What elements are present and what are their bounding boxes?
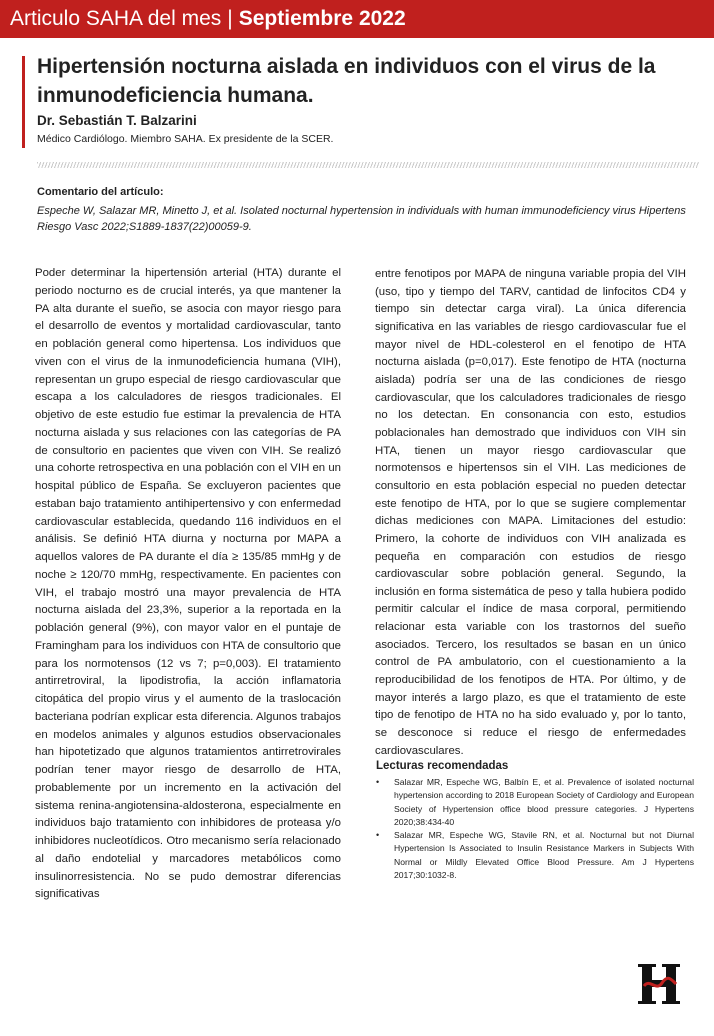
comment-label: Comentario del artículo: (37, 186, 164, 198)
header-banner (0, 0, 714, 38)
body-right-column: entre fenotipos por MAPA de ninguna variable propia del VIH (uso, tipo y tiempo del TARV, cantidad de linfocitos CD4 y tiempo sin detectar carga viral). La única diferencia significativa en las variables de riesgo cardiovascular fue el mayor nivel de HDL-colesterol en el fenotipo de HTA nocturna aislada (p=0,017). Este fenotipo de HTA (nocturna aislada) podría ser una de las condiciones de riesgo cardiovascular, que los calculadores tradicionales de riesgo no los detectan. En consonancia con esto, estudios poblacionales han demostrado que individuos con VIH sin HTA, tienen un mayor riesgo cardiovascular que normotensos e hipertensos sin el VIH. Las mediciones de consultorio en esta población especial no pueden detectar este fenotipo de HTA, por lo que se sugiere complementar dichas mediciones con MAPA. Limitaciones del estudio: Primero, la cohorte de individuos con VIH analizada es pequeña en comparación con estudios de riesgo cardiovascular sobre población general. Segundo, la inclusión en forma sistemática de peso y talla hubiera podido permitir calcular el índice de masa corporal, permitiendo relacionar esta variable con los trastornos del sueño asociados. Tercero, los resultados se basan en un único control de PA ambulatorio, con el cuestionamiento a la reproducibilidad de los fenotipos de HTA. Por último, y de mayor interés a largo plazo, es que el tratamiento de este tipo de fenotipo de HTA no ha sido evaluado y, por lo tanto, se desconoce si reduce el riesgo de enfermedades cardiovasculares. (375, 268, 686, 757)
article-title: Hipertensión nocturna aislada en individuos con el virus de la inmunodeficiencia humana. (37, 55, 656, 107)
reading-text: Salazar MR, Espeche WG, Stavile RN, et al. Nocturnal but not Diurnal Hypertension Is Associated to Insulin Resistance Markers in Subjects With Normal or Mildly Elevated Office Blood Pressure. Am J Hypertens 2017;30:1032-8. (394, 830, 694, 881)
section-divider (37, 162, 699, 168)
bullet-icon: • (376, 830, 380, 841)
bullet-icon: • (376, 777, 380, 787)
saha-logo-icon (636, 962, 684, 1006)
series-label: Articulo SAHA del mes (10, 7, 222, 30)
header-separator: | (227, 7, 233, 30)
readings-list (376, 776, 694, 882)
readings-title: Lecturas recomendadas (376, 760, 509, 772)
article-citation: Espeche W, Salazar MR, Minetto J, et al. Isolated nocturnal hypertension in individuals with human immunodeficiency virus Hipertens Riesgo Vasc 2022;S1889-1837(22)00059-9. (37, 205, 686, 233)
title-accent-bar (22, 56, 25, 148)
reading-text: Salazar MR, Espeche WG, Balbín E, et al. Prevalence of isolated nocturnal hypertension according to 2018 European Society of Cardiology and European Society of Hypertension office blood pressure categories. J Hypertens 2020;38:434-40 (394, 777, 694, 827)
reading-item (376, 776, 694, 829)
author-affiliation: Médico Cardiólogo. Miembro SAHA. Ex presidente de la SCER. (37, 133, 334, 145)
month-label: Septiembre 2022 (238, 7, 406, 30)
reading-item (376, 829, 694, 882)
author-name: Dr. Sebastián T. Balzarini (37, 113, 197, 128)
body-left-column: Poder determinar la hipertensión arterial (HTA) durante el periodo nocturno es de crucial interés, ya que mantener la PA alta durante el sueño, se asocia con mayor riesgo para el desarrollo de eventos y mortalidad cardiovascular, tanto en población general como hipertensa. Los individuos que viven con el virus de la inmunodeficiencia humana (VIH), representan un grupo especial de riesgo cardiovascular que escapa a los calculadores de riesgos tradicionales. El objetivo de este estudio fue estimar la prevalencia de HTA nocturna aislada y sus relaciones con las categorías de PA de consultorio en pacientes que viven con VIH. Se realizó una cohorte retrospectiva en una población con el VIH en un hospital público de España. Se excluyeron pacientes que estaban bajo tratamiento antihipertensivo y con enfermedad cardiovascular establecida, quedando 116 individuos en el análisis. Se definió HTA diurna y nocturna por MAPA a aquellos valores de PA durante el día ≥ 135/85 mmHg y de noche ≥ 120/70 mmHg, respectivamente. En pacientes con VIH, el trabajo mostró una mayor prevalencia de HTA nocturna aislada del 23,3%, superior a la reportada en la población general (9%), con mayor valor en el puntaje de Framingham para los individuos con HTA de consultorio que para los normotensos (12 vs 7; p=0,003). El tratamiento antirretroviral, la lipodistrofia, la acción inflamatoria citopática del propio virus y el aumento de la traslocación bacteriana podrían explicar esta diferencia. Algunos trabajos en modelos animales y algunos estudios observacionales han hipotetizado que algunos tratamientos antirretrovirales podrían tener mayor riesgo de desarrollo de HTA, probablemente por un incremento en la activación del sistema renina-angiotensina-aldosterona, especialmente en individuos bajo tratamiento con inhibidores de proteasa y/o inhibidores nucleotídicos. Otro mecanismo sería relacionado al daño endotelial y marcadores metabólicos como insulinorresistencia. No se pudo demostrar diferencias significativas (35, 267, 341, 901)
